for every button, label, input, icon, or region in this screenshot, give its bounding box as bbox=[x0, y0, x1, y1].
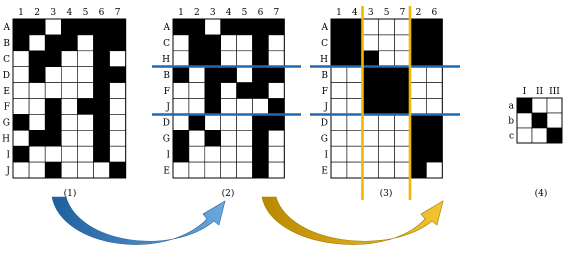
cell-empty bbox=[189, 83, 205, 99]
cell-empty bbox=[347, 146, 363, 162]
cell-empty bbox=[77, 130, 93, 146]
row-label: I bbox=[324, 150, 328, 161]
cell-filled bbox=[13, 35, 29, 51]
cell-filled bbox=[29, 67, 45, 83]
cell-empty bbox=[347, 67, 363, 83]
cell-empty bbox=[426, 162, 442, 178]
row-label: B bbox=[321, 70, 328, 81]
cell-filled bbox=[379, 83, 395, 99]
cell-empty bbox=[205, 162, 221, 178]
cell-filled bbox=[205, 67, 221, 83]
row-label: G bbox=[320, 134, 328, 145]
cell-filled bbox=[45, 51, 61, 67]
column-label: 1 bbox=[18, 8, 24, 18]
cell-empty bbox=[29, 83, 45, 99]
cell-empty bbox=[363, 162, 379, 178]
cell-filled bbox=[253, 51, 269, 67]
cell-empty bbox=[221, 114, 237, 130]
cell-empty bbox=[347, 114, 363, 130]
cell-empty bbox=[363, 130, 379, 146]
cell-filled bbox=[205, 35, 221, 51]
row-label: I bbox=[6, 150, 10, 161]
cell-empty bbox=[189, 99, 205, 115]
cell-filled bbox=[253, 162, 269, 178]
cell-empty bbox=[13, 83, 29, 99]
cell-empty bbox=[221, 35, 237, 51]
cell-empty bbox=[426, 83, 442, 99]
row-label: C bbox=[163, 39, 170, 50]
column-label: 7 bbox=[114, 8, 121, 18]
cell-empty bbox=[347, 99, 363, 115]
cell-filled bbox=[77, 19, 93, 35]
cell-filled bbox=[77, 99, 93, 115]
cell-filled bbox=[94, 130, 110, 146]
row-label: I bbox=[166, 150, 170, 161]
cell-empty bbox=[61, 83, 77, 99]
cell-filled bbox=[205, 83, 221, 99]
row-label: J bbox=[324, 102, 328, 113]
cell-empty bbox=[13, 51, 29, 67]
cell-filled bbox=[426, 35, 442, 51]
cell-empty bbox=[379, 51, 395, 67]
cell-empty bbox=[77, 114, 93, 130]
cell-filled bbox=[547, 128, 562, 143]
cell-empty bbox=[221, 99, 237, 115]
column-label: 5 bbox=[241, 8, 248, 18]
column-label: 2 bbox=[415, 8, 422, 18]
cell-filled bbox=[379, 67, 395, 83]
cell-empty bbox=[363, 35, 379, 51]
cell-empty bbox=[221, 130, 237, 146]
cell-filled bbox=[395, 83, 411, 99]
cell-filled bbox=[363, 83, 379, 99]
cell-filled bbox=[94, 99, 110, 115]
panel-1 bbox=[2, 8, 126, 199]
cell-filled bbox=[189, 51, 205, 67]
row-label: c bbox=[508, 131, 514, 142]
row-label: D bbox=[162, 118, 170, 129]
cell-empty bbox=[331, 83, 347, 99]
row-label: D bbox=[320, 118, 328, 129]
cell-empty bbox=[77, 35, 93, 51]
cell-filled bbox=[268, 114, 284, 130]
cell-empty bbox=[268, 83, 284, 99]
cell-filled bbox=[45, 162, 61, 178]
cell-empty bbox=[237, 67, 253, 83]
cell-empty bbox=[547, 113, 562, 128]
column-label: I bbox=[522, 87, 527, 97]
cell-empty bbox=[426, 67, 442, 83]
cell-empty bbox=[379, 19, 395, 35]
cell-filled bbox=[411, 51, 427, 67]
cell-empty bbox=[205, 114, 221, 130]
cell-empty bbox=[45, 19, 61, 35]
cell-filled bbox=[237, 83, 253, 99]
row-label: a bbox=[508, 101, 514, 112]
cell-filled bbox=[253, 35, 269, 51]
cell-empty bbox=[29, 99, 45, 115]
cell-empty bbox=[411, 67, 427, 83]
cell-empty bbox=[411, 83, 427, 99]
column-label: 4 bbox=[351, 8, 358, 18]
cell-empty bbox=[411, 99, 427, 115]
cell-filled bbox=[189, 114, 205, 130]
column-label: 5 bbox=[82, 8, 89, 18]
cell-empty bbox=[237, 162, 253, 178]
panel-4 bbox=[508, 87, 562, 199]
column-label: 1 bbox=[336, 8, 342, 18]
row-label: H bbox=[320, 54, 328, 65]
cell-filled bbox=[363, 67, 379, 83]
cell-filled bbox=[426, 114, 442, 130]
cell-empty bbox=[173, 162, 189, 178]
cell-filled bbox=[94, 35, 110, 51]
cell-filled bbox=[253, 130, 269, 146]
cell-empty bbox=[379, 146, 395, 162]
cell-empty bbox=[331, 114, 347, 130]
cell-empty bbox=[253, 99, 269, 115]
cell-empty bbox=[13, 162, 29, 178]
cell-filled bbox=[347, 19, 363, 35]
cell-empty bbox=[29, 35, 45, 51]
panels-layer bbox=[2, 8, 562, 199]
cell-filled bbox=[94, 51, 110, 67]
cell-filled bbox=[110, 35, 126, 51]
cell-filled bbox=[94, 146, 110, 162]
cell-empty bbox=[395, 146, 411, 162]
row-label: E bbox=[3, 86, 10, 97]
row-label: b bbox=[508, 116, 514, 127]
cell-empty bbox=[237, 99, 253, 115]
cell-empty bbox=[29, 162, 45, 178]
cell-empty bbox=[268, 162, 284, 178]
cell-filled bbox=[13, 19, 29, 35]
cell-empty bbox=[363, 114, 379, 130]
cell-filled bbox=[94, 67, 110, 83]
column-label: 6 bbox=[98, 8, 105, 18]
cell-empty bbox=[173, 114, 189, 130]
cell-empty bbox=[532, 98, 547, 113]
cell-filled bbox=[426, 51, 442, 67]
cell-filled bbox=[268, 67, 284, 83]
cell-empty bbox=[189, 162, 205, 178]
column-label: II bbox=[535, 87, 544, 97]
cell-empty bbox=[61, 99, 77, 115]
cell-filled bbox=[253, 19, 269, 35]
cell-filled bbox=[189, 35, 205, 51]
cell-empty bbox=[77, 162, 93, 178]
cell-empty bbox=[268, 35, 284, 51]
cell-empty bbox=[61, 67, 77, 83]
cell-empty bbox=[347, 83, 363, 99]
cell-filled bbox=[426, 146, 442, 162]
cell-empty bbox=[173, 99, 189, 115]
cell-empty bbox=[61, 162, 77, 178]
cell-filled bbox=[395, 67, 411, 83]
cell-empty bbox=[268, 146, 284, 162]
cell-empty bbox=[395, 130, 411, 146]
cell-filled bbox=[426, 130, 442, 146]
cell-empty bbox=[331, 130, 347, 146]
column-label: 6 bbox=[431, 8, 438, 18]
panel-caption: (2) bbox=[221, 189, 235, 199]
cell-empty bbox=[237, 130, 253, 146]
cell-filled bbox=[29, 51, 45, 67]
column-label: 2 bbox=[34, 8, 41, 18]
row-label: G bbox=[2, 118, 10, 129]
column-label: 6 bbox=[257, 8, 264, 18]
cell-filled bbox=[45, 99, 61, 115]
cell-empty bbox=[173, 35, 189, 51]
cell-filled bbox=[532, 113, 547, 128]
column-label: 5 bbox=[383, 8, 390, 18]
cell-empty bbox=[395, 51, 411, 67]
cell-empty bbox=[110, 83, 126, 99]
panel-3 bbox=[320, 8, 442, 199]
column-label: 2 bbox=[193, 8, 200, 18]
cell-filled bbox=[173, 130, 189, 146]
cell-filled bbox=[221, 19, 237, 35]
cell-filled bbox=[94, 114, 110, 130]
panel-caption: (1) bbox=[63, 189, 77, 199]
cell-filled bbox=[13, 114, 29, 130]
row-label: C bbox=[3, 54, 10, 65]
cell-filled bbox=[379, 99, 395, 115]
cell-empty bbox=[379, 35, 395, 51]
column-label: 3 bbox=[50, 8, 57, 18]
cell-empty bbox=[395, 114, 411, 130]
cell-filled bbox=[110, 67, 126, 83]
cell-empty bbox=[110, 146, 126, 162]
column-label: 3 bbox=[209, 8, 216, 18]
row-label: C bbox=[321, 39, 328, 50]
cell-empty bbox=[189, 130, 205, 146]
column-label: 1 bbox=[178, 8, 184, 18]
row-label: B bbox=[3, 39, 10, 50]
cell-filled bbox=[61, 19, 77, 35]
cell-empty bbox=[363, 19, 379, 35]
cell-filled bbox=[411, 162, 427, 178]
cell-filled bbox=[173, 146, 189, 162]
cell-empty bbox=[94, 162, 110, 178]
cell-empty bbox=[77, 146, 93, 162]
column-label: 4 bbox=[225, 8, 232, 18]
row-label: J bbox=[6, 166, 10, 177]
cell-filled bbox=[268, 19, 284, 35]
row-label: J bbox=[166, 102, 170, 113]
row-label: E bbox=[321, 166, 328, 177]
cell-empty bbox=[77, 51, 93, 67]
cell-empty bbox=[61, 51, 77, 67]
cell-filled bbox=[45, 130, 61, 146]
cell-empty bbox=[61, 114, 77, 130]
cell-empty bbox=[205, 19, 221, 35]
cell-empty bbox=[45, 83, 61, 99]
cell-empty bbox=[173, 83, 189, 99]
row-label: F bbox=[3, 102, 10, 113]
cell-filled bbox=[253, 146, 269, 162]
column-label: III bbox=[549, 87, 560, 97]
cell-filled bbox=[268, 99, 284, 115]
cell-filled bbox=[331, 51, 347, 67]
cell-empty bbox=[110, 114, 126, 130]
row-label: F bbox=[163, 86, 170, 97]
cell-filled bbox=[347, 51, 363, 67]
cell-filled bbox=[205, 130, 221, 146]
cell-empty bbox=[237, 146, 253, 162]
cell-filled bbox=[94, 19, 110, 35]
cell-filled bbox=[61, 35, 77, 51]
cell-empty bbox=[61, 146, 77, 162]
row-label: A bbox=[3, 23, 10, 34]
cell-empty bbox=[379, 130, 395, 146]
panel-caption: (3) bbox=[379, 189, 393, 199]
cell-empty bbox=[13, 130, 29, 146]
cell-empty bbox=[379, 162, 395, 178]
cell-empty bbox=[237, 35, 253, 51]
row-label: A bbox=[321, 23, 328, 34]
cell-filled bbox=[173, 67, 189, 83]
cell-filled bbox=[253, 67, 269, 83]
cell-empty bbox=[379, 114, 395, 130]
row-label: A bbox=[163, 23, 170, 34]
cell-empty bbox=[426, 99, 442, 115]
cell-empty bbox=[547, 98, 562, 113]
cell-filled bbox=[205, 51, 221, 67]
column-label: 3 bbox=[367, 8, 374, 18]
cell-filled bbox=[411, 35, 427, 51]
cell-filled bbox=[45, 114, 61, 130]
panel-caption: (4) bbox=[534, 189, 548, 199]
cell-empty bbox=[221, 162, 237, 178]
cell-empty bbox=[331, 99, 347, 115]
arrow-1-to-2 bbox=[52, 197, 225, 245]
row-label: E bbox=[163, 166, 170, 177]
column-label: 7 bbox=[399, 8, 406, 18]
column-label: 7 bbox=[273, 8, 280, 18]
cell-empty bbox=[110, 130, 126, 146]
cell-empty bbox=[61, 130, 77, 146]
cell-empty bbox=[517, 128, 532, 143]
cell-empty bbox=[347, 130, 363, 146]
row-label: B bbox=[163, 70, 170, 81]
cell-empty bbox=[347, 162, 363, 178]
cell-filled bbox=[237, 19, 253, 35]
cell-filled bbox=[94, 83, 110, 99]
cell-empty bbox=[331, 67, 347, 83]
cell-empty bbox=[29, 146, 45, 162]
cell-filled bbox=[13, 146, 29, 162]
cell-empty bbox=[45, 67, 61, 83]
cell-empty bbox=[77, 67, 93, 83]
cell-empty bbox=[237, 114, 253, 130]
row-label: G bbox=[162, 134, 170, 145]
cell-filled bbox=[189, 19, 205, 35]
cell-filled bbox=[205, 99, 221, 115]
row-label: F bbox=[321, 86, 328, 97]
cell-filled bbox=[411, 114, 427, 130]
cell-empty bbox=[13, 99, 29, 115]
cell-empty bbox=[268, 130, 284, 146]
panel-2 bbox=[162, 8, 284, 199]
cell-empty bbox=[395, 162, 411, 178]
cell-filled bbox=[110, 19, 126, 35]
cell-empty bbox=[237, 51, 253, 67]
cell-empty bbox=[532, 128, 547, 143]
row-label: D bbox=[2, 70, 10, 81]
cell-filled bbox=[331, 19, 347, 35]
cell-filled bbox=[29, 19, 45, 35]
cell-empty bbox=[173, 51, 189, 67]
cell-empty bbox=[331, 162, 347, 178]
cell-filled bbox=[411, 146, 427, 162]
cell-filled bbox=[173, 19, 189, 35]
cell-empty bbox=[517, 113, 532, 128]
cell-filled bbox=[411, 19, 427, 35]
cell-filled bbox=[221, 67, 237, 83]
cell-empty bbox=[268, 51, 284, 67]
cell-empty bbox=[29, 114, 45, 130]
cell-filled bbox=[253, 114, 269, 130]
cell-filled bbox=[517, 98, 532, 113]
cell-empty bbox=[363, 146, 379, 162]
cell-empty bbox=[110, 51, 126, 67]
cell-filled bbox=[45, 35, 61, 51]
cell-filled bbox=[253, 83, 269, 99]
cell-filled bbox=[110, 162, 126, 178]
cell-filled bbox=[331, 35, 347, 51]
cell-empty bbox=[45, 146, 61, 162]
cell-empty bbox=[221, 51, 237, 67]
cell-empty bbox=[395, 19, 411, 35]
cell-filled bbox=[363, 51, 379, 67]
row-label: H bbox=[2, 134, 10, 145]
cell-empty bbox=[221, 83, 237, 99]
arrow-2-to-3 bbox=[262, 197, 443, 245]
cell-empty bbox=[331, 146, 347, 162]
cell-filled bbox=[426, 19, 442, 35]
cell-empty bbox=[221, 146, 237, 162]
cell-filled bbox=[363, 99, 379, 115]
cell-filled bbox=[29, 130, 45, 146]
cell-filled bbox=[347, 35, 363, 51]
cell-filled bbox=[411, 130, 427, 146]
cell-empty bbox=[189, 67, 205, 83]
cell-filled bbox=[395, 99, 411, 115]
column-label: 4 bbox=[66, 8, 73, 18]
cell-empty bbox=[110, 99, 126, 115]
cell-empty bbox=[205, 146, 221, 162]
row-label: H bbox=[162, 54, 170, 65]
cell-empty bbox=[77, 83, 93, 99]
cell-empty bbox=[13, 67, 29, 83]
cell-empty bbox=[395, 35, 411, 51]
cell-empty bbox=[189, 146, 205, 162]
